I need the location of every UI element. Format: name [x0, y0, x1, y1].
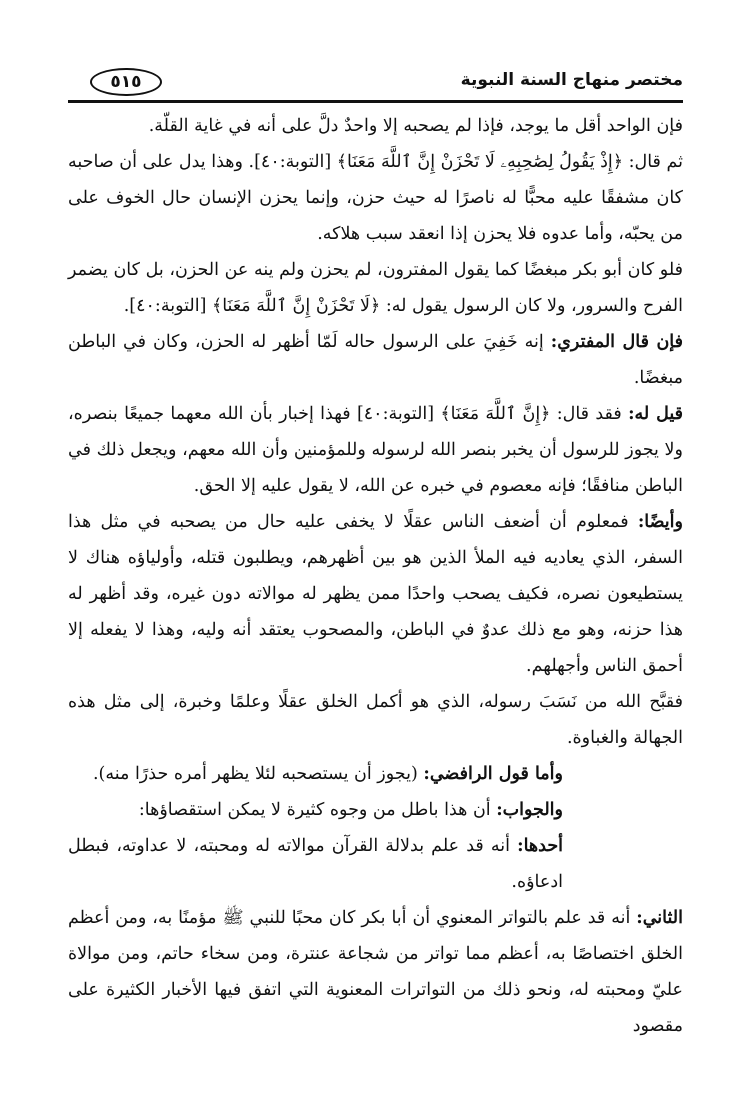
paragraph-6	[68, 504, 683, 684]
paragraph-3	[68, 252, 683, 324]
paragraph-text: فإن الواحد أقل ما يوجد، فإذا لم يصحبه إلا واحدٌ دلَّ على أنه في غاية القلّة.	[148, 116, 683, 136]
paragraph-9	[68, 792, 683, 828]
paragraph-text: أنه قد علم بالتواتر المعنوي أن أبا بكر كان محبًا للنبي ﷺ مؤمنًا به، ومن أعظم الخلق اختصاصًا به، أعظم مما تواتر من شجاعة عنترة، ومن سخاء حاتم، ومن موالاة عليّ ومحبته له، ونحو ذلك من التواترات المعنوية التي اتفق فيها الأخبار الكثيرة على مقصود	[68, 908, 683, 1036]
paragraph-text: إنه خَفِيَ على الرسول حاله لَمّا أظهر له الحزن، وكان في الباطن مبغضًا.	[68, 332, 683, 388]
paragraph-label: وأيضًا:	[637, 512, 683, 532]
paragraph-4	[68, 324, 683, 396]
paragraph-text: فقبَّح الله من نَسَبَ رسوله، الذي هو أكمل الخلق عقلًا وعلمًا وخبرة، إلى مثل هذه الجهالة والغباوة.	[68, 692, 683, 748]
paragraph-text: ثم قال: ﴿إِذْ يَقُولُ لِصَٰحِبِهِۦ لَا تَحْزَنْ إِنَّ ٱللَّهَ مَعَنَا﴾ [التوبة:٤٠]. وهذا يدل على أن صاحبه كان مشفقًا عليه محبًّا له ناصرًا له حيث حزن، وإنما يحزن الإنسان حال الخوف على من يحبّه، وأما عدوه فلا يحزن إذا انعقد سبب هلاكه.	[68, 152, 683, 244]
paragraph-text: فقد قال: ﴿إِنَّ ٱللَّهَ مَعَنَا﴾ [التوبة:٤٠] فهذا إخبار بأن الله معهما جميعًا بنصره، ولا يجوز للرسول أن يخبر بنصر الله لرسوله وللمؤمنين وأن الله معهم، ويجعل ذلك في الباطن منافقًا؛ فإنه معصوم في خبره عن الله، لا يقول عليه إلا الحق.	[68, 404, 683, 496]
paragraph-label: وأما قول الرافضي:	[423, 764, 563, 784]
paragraph-label: والجواب:	[496, 800, 563, 820]
paragraph-1	[68, 108, 683, 144]
paragraph-8	[68, 756, 683, 792]
paragraph-11	[68, 900, 683, 1044]
paragraph-text: فلو كان أبو بكر مبغضًا كما يقول المفترون، لم يحزن ولم ينه عن الحزن، بل كان يضمر الفرح والسرور، ولا كان الرسول يقول له: ﴿لَا تَحْزَنْ إِنَّ ٱللَّهَ مَعَنَا﴾ [التوبة:٤٠].	[68, 260, 683, 316]
paragraph-label: أحدها:	[517, 836, 563, 856]
paragraph-7	[68, 684, 683, 756]
page-body	[68, 108, 683, 1044]
paragraph-text: أنه قد علم بدلالة القرآن موالاته له ومحبته، لا عداوته، فبطل ادعاؤه.	[68, 836, 563, 892]
page-header	[68, 0, 683, 104]
paragraph-10	[68, 828, 683, 900]
paragraph-label: فإن قال المفتري:	[550, 332, 683, 352]
paragraph-2	[68, 144, 683, 252]
paragraph-text: (يجوز أن يستصحبه لئلا يظهر أمره حذرًا منه).	[92, 764, 424, 784]
page-number-badge: ٥١٥	[90, 68, 162, 96]
paragraph-label: قيل له:	[628, 404, 683, 424]
header-divider	[68, 100, 683, 103]
paragraph-text: فمعلوم أن أضعف الناس عقلًا لا يخفى عليه حال من يصحبه في مثل هذا السفر، الذي يعاديه فيه الملأ الذين هو بين أظهرهم، ويطلبون قتله، وأولياؤه هناك لا يستطيعون نصره، فكيف يصحب واحدًا ممن يظهر له موالاته دون غيره، وقد أظهر له هذا حزنه، وهو مع ذلك عدوٌ في الباطن، والمصحوب يعتقد أنه وليه، وهذا لا يفعله إلا أحمق الناس وأجهلهم.	[68, 512, 683, 676]
paragraph-5	[68, 396, 683, 504]
paragraph-text: أن هذا باطل من وجوه كثيرة لا يمكن استقصاؤها:	[138, 800, 497, 820]
book-title: مختصر منهاج السنة النبوية	[460, 70, 683, 90]
paragraph-label: الثاني:	[636, 908, 683, 928]
